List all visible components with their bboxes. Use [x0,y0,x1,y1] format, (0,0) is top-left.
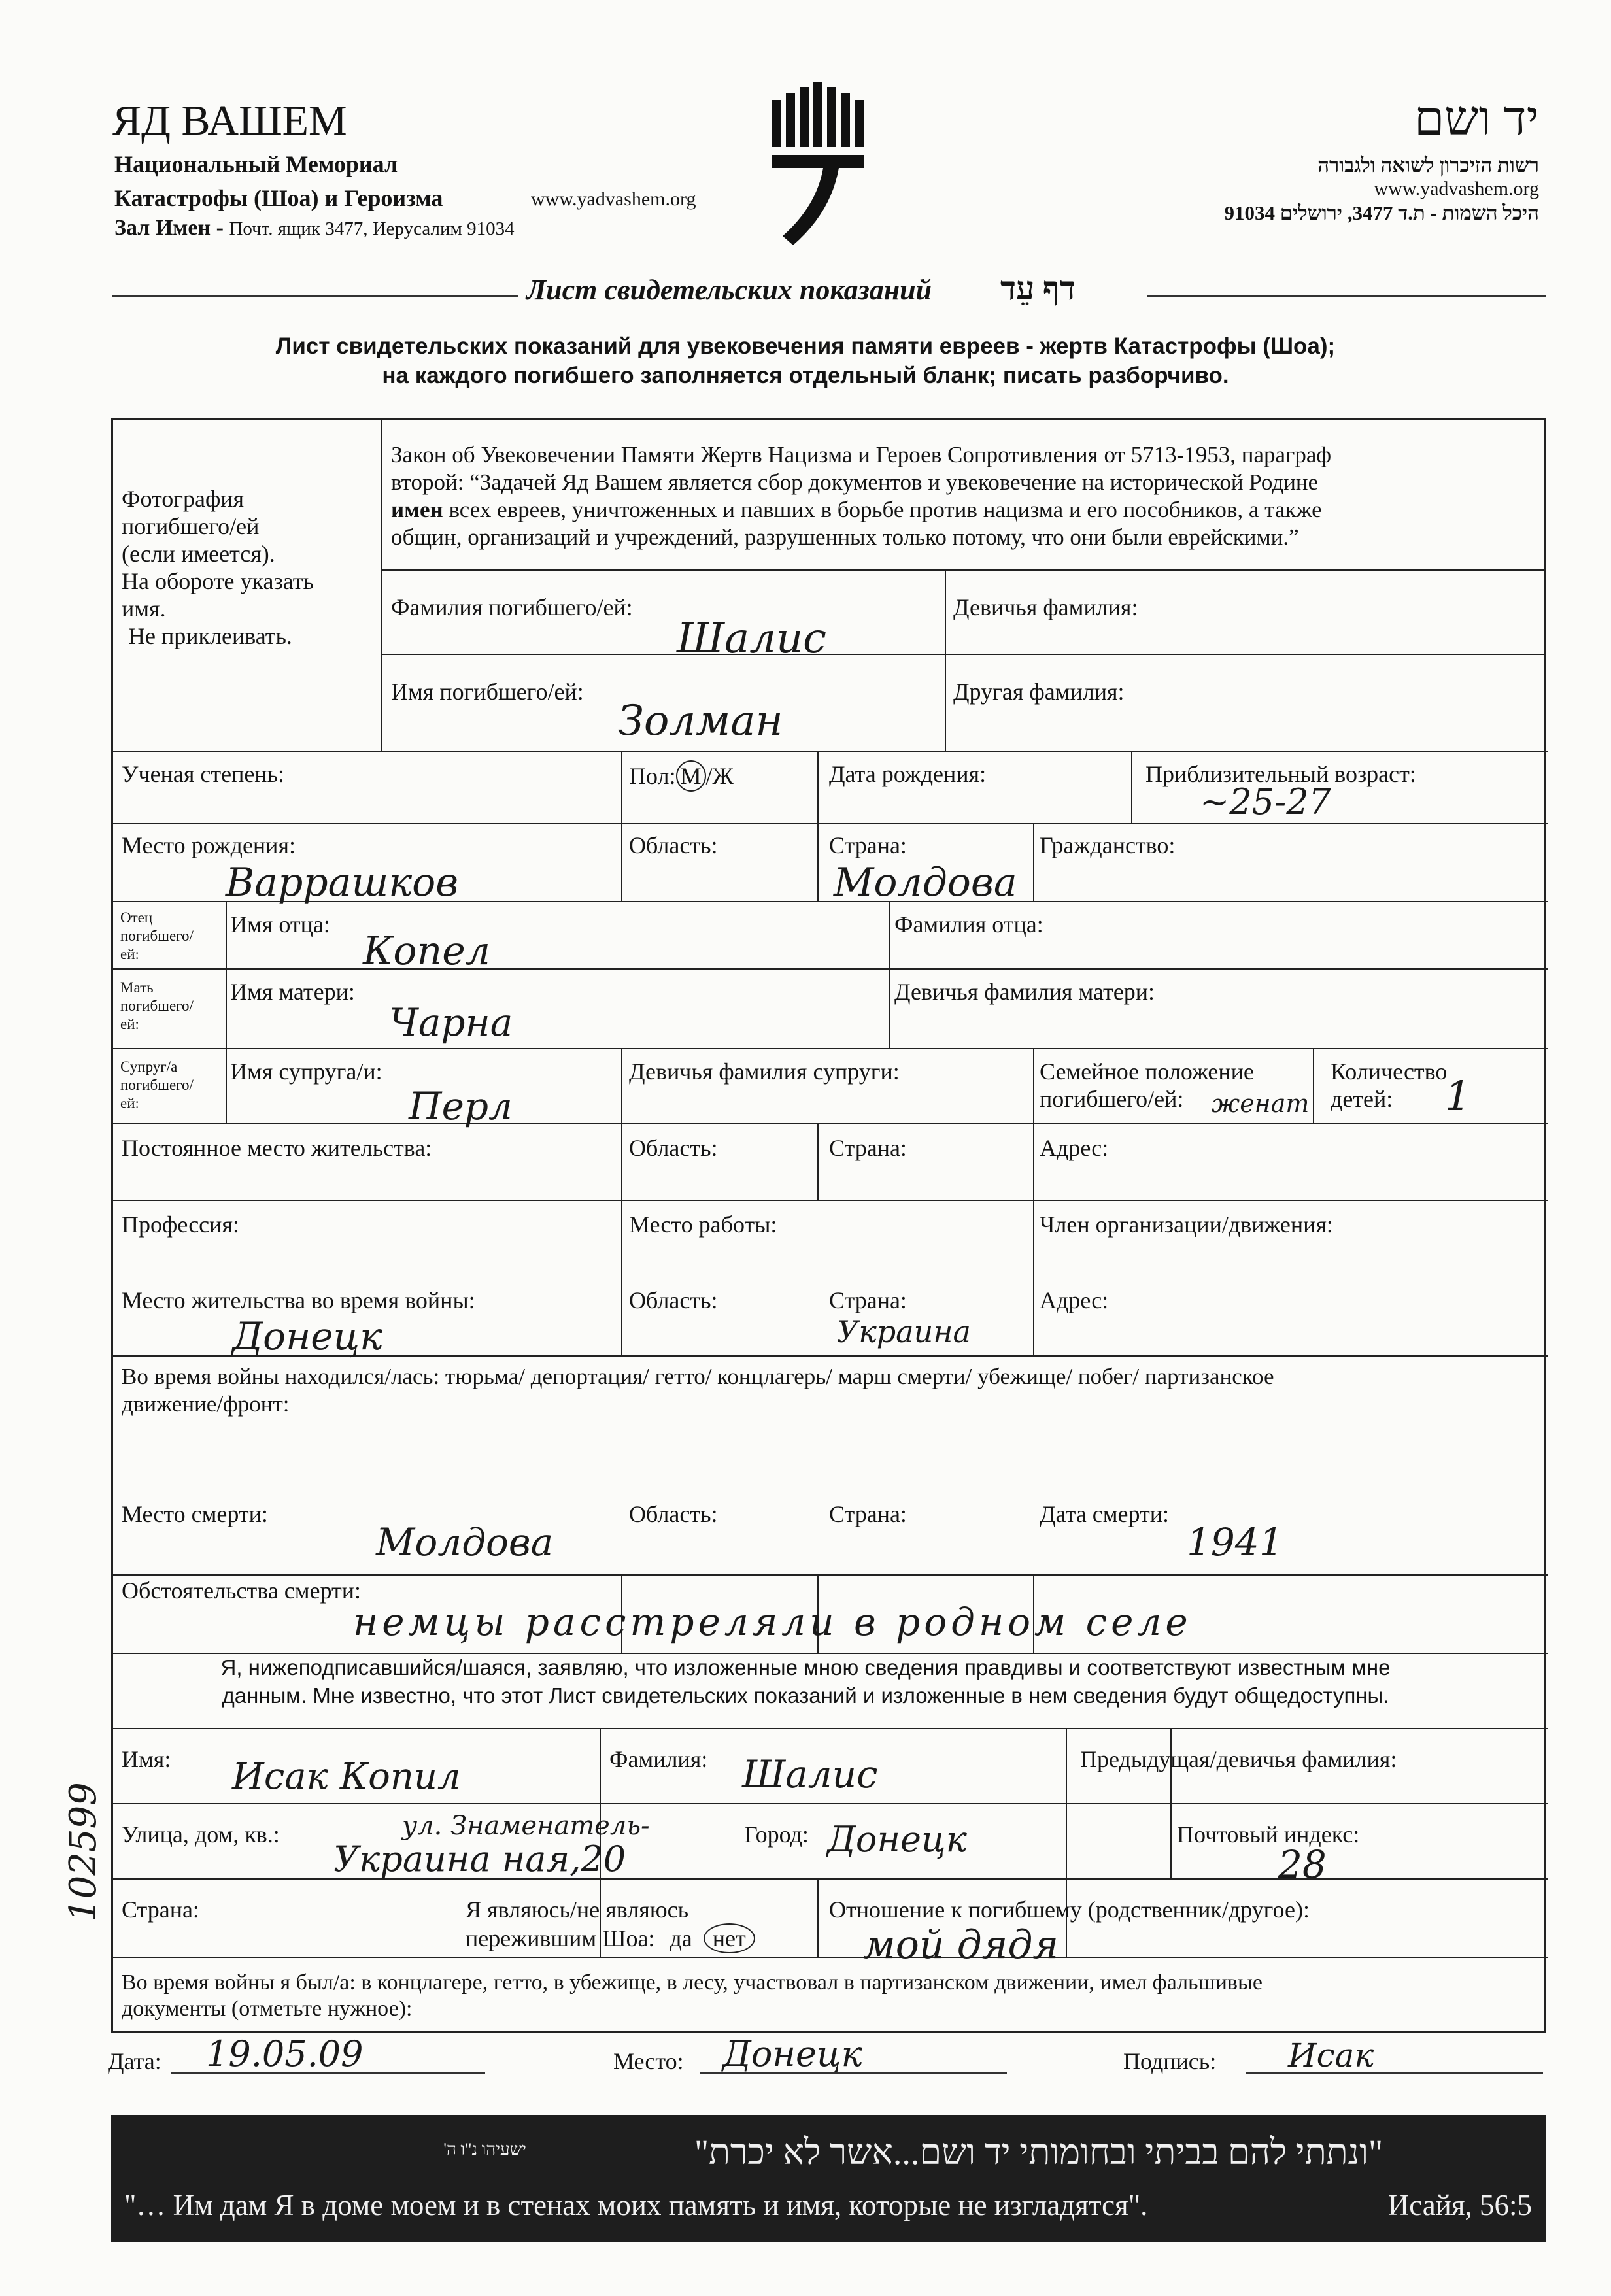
date-underline [171,2072,485,2074]
death-circumstances-label: Обстоятельства смерти: [122,1578,361,1604]
photo-label-4: На обороте указать [122,568,314,594]
mother-name-value[interactable]: Чарна [389,1000,513,1045]
place-value[interactable]: Донецк [722,2033,862,2074]
sex-field[interactable] [629,760,734,792]
wartime-status-label-2: движение/фронт: [122,1391,290,1417]
intro-line-1: Лист свидетельских показаний для увековечения памяти евреев - жертв Катастрофы (Шоа); [275,333,1336,359]
rule [113,1574,1548,1576]
marital-label-2: погибшего/ей: [1040,1086,1184,1112]
rule [1033,1048,1034,1123]
submitter-wartime-label-1: Во время войны я был/а: в концлагере, гетто, в убежище, в лесу, участвовал в партизанском движении, имел фальшивые [122,1970,1263,1995]
submitter-surname-value[interactable]: Шалис [742,1752,878,1797]
rule [621,1048,622,1123]
rule [1131,751,1132,823]
father-surname-label: Фамилия отца: [894,911,1043,937]
law-line-2: второй: “Задачей Яд Вашем является сбор документов и увековечение на исторической Родине [391,469,1319,495]
address-left-bold: Зал Имен - [114,216,224,240]
signature-underline [1246,2072,1543,2074]
mother-side-1: Мать [120,979,154,996]
spouse-maiden-label: Девичья фамилия супруги: [629,1058,900,1085]
archive-number: 102599 [62,1782,105,1922]
website-right: www.yadvashem.org [1374,178,1539,199]
banner-hebrew-ref: ישעיהו נ"ו ה' [443,2140,526,2159]
title-rule-left [112,295,518,297]
submitter-name-value[interactable]: Исак Копил [232,1755,461,1798]
law-line-3-text: всех евреев, уничтоженных и павших в борьбе против нацизма и его пособников, а также [449,497,1322,522]
wartime-residence-label: Место жительства во время войны: [122,1287,475,1313]
surname-value[interactable]: Шалис [677,615,826,663]
rule [381,569,1545,571]
rule [381,654,1545,655]
banner-russian-ref: Исайя, 56:5 [1387,2189,1532,2221]
citizenship-label: Гражданство: [1040,832,1176,858]
postal-value[interactable]: 28 [1278,1842,1327,1887]
children-label-1: Количество [1331,1058,1448,1085]
rule [1313,1048,1314,1123]
permanent-region-label: Область: [629,1135,718,1161]
sex-female-option[interactable]: /Ж [705,763,734,789]
first-name-label: Имя погибшего/ей: [391,679,584,705]
father-name-label: Имя отца: [230,911,330,937]
spouse-name-value[interactable]: Перл [409,1084,513,1128]
wartime-address-label: Адрес: [1040,1287,1109,1313]
photo-label-3: (если имеется). [122,541,275,567]
permanent-address-label: Адрес: [1040,1135,1109,1161]
wartime-status-label-1: Во время войны находился/лась: тюрьма/ депортация/ гетто/ концлагерь/ марш смерти/ убежище/ побег/ партизанское [122,1364,1274,1389]
rule [226,901,227,1123]
mother-name-label: Имя матери: [230,979,355,1005]
rule [113,1878,1548,1880]
banner-russian: "… Им дам Я в доме моем и в стенах моих память и имя, которые не изгладятся". [124,2189,1148,2221]
rule [1033,1200,1034,1355]
rule [945,569,946,751]
profession-label: Профессия: [122,1211,239,1238]
birth-place-value[interactable]: Варрашков [226,860,459,905]
birth-place-label: Место рождения: [122,832,296,858]
birth-date-label: Дата рождения: [829,761,987,787]
mother-maiden-label: Девичья фамилия матери: [894,979,1155,1005]
death-place-label: Место смерти: [122,1501,268,1527]
signature-value[interactable]: Исак [1288,2036,1374,2074]
date-label: Дата: [108,2048,161,2074]
submitter-prev-name-label: Предыдущая/девичья фамилия: [1080,1746,1397,1772]
rule [113,1048,1548,1049]
organization-label: Член организации/движения: [1040,1211,1333,1238]
intro-line-2: на каждого погибшего заполняется отдельный бланк; писать разборчиво. [382,363,1229,388]
father-name-value[interactable]: Копел [363,928,490,974]
survivor-label-1: Я являюсь/не являюсь [466,1897,689,1923]
children-value[interactable]: 1 [1445,1072,1471,1120]
death-date-value[interactable]: 1941 [1187,1520,1283,1564]
death-circumstances-value[interactable]: немцы расстреляли в родном селе [353,1600,1192,1644]
rule [889,901,890,1048]
death-date-label: Дата смерти: [1040,1501,1170,1527]
wartime-region-label: Область: [629,1287,718,1313]
birth-country-label: Страна: [829,832,907,858]
father-side-1: Отец [120,909,153,926]
rule [621,1123,622,1200]
approx-age-label: Приблизительный возраст: [1145,761,1416,787]
declaration-line-2: данным. Мне известно, что этот Лист свидетельских показаний и изложенные в нем сведения будут общедоступны. [222,1683,1389,1708]
banner-hebrew: "ונתתי להם בביתי ובחומותי יד ושם...אשר לא יכרת" [694,2133,1383,2172]
other-surname-label: Другая фамилия: [953,679,1125,705]
form-title: Лист свидетельских показаний [526,274,932,306]
sex-label: Пол: [629,763,676,789]
street-label: Улица, дом, кв.: [122,1821,280,1848]
rule [817,1123,819,1200]
relation-value[interactable]: мой дядя [863,1922,1059,1968]
rule [621,1200,622,1355]
rule [113,968,1548,970]
rule [113,1200,1548,1201]
photo-label-5: имя. [122,596,166,622]
birth-region-label: Область: [629,832,718,858]
street-value-1[interactable]: ул. Знаменатель- [402,1811,650,1841]
law-bold-names: имен [391,497,443,522]
spouse-name-label: Имя супруга/и: [230,1058,382,1085]
submitter-surname-label: Фамилия: [609,1746,708,1772]
surname-label: Фамилия погибшего/ей: [391,594,633,620]
wartime-residence-value[interactable]: Донецк [232,1314,382,1359]
rule [113,1728,1548,1729]
org-title: ЯД ВАШЕМ [112,97,347,144]
rule [381,420,382,751]
place-underline [700,2072,1007,2074]
rule [621,823,622,901]
hebrew-line-1: רשות הזיכרון לשואה ולגבורה [1317,154,1539,177]
signature-label: Подпись: [1123,2048,1217,2074]
mother-side-2: погибшего/ [120,998,194,1014]
permanent-residence-label: Постоянное место жительства: [122,1135,432,1161]
rule [1033,823,1034,901]
form-title-hebrew: דף עֵד [1000,270,1076,307]
children-label-2: детей: [1331,1086,1393,1112]
spouse-side-1: Супруг/а [120,1058,178,1075]
rule [113,1957,1548,1958]
rule [817,751,819,823]
place-label: Место: [613,2048,684,2074]
org-line-1: Национальный Мемориал [114,151,398,177]
marital-value[interactable]: женат [1212,1089,1310,1118]
survivor-field[interactable] [466,1923,755,1953]
address-left [114,216,515,241]
wartime-country-value[interactable]: Украина [837,1314,971,1349]
marital-label-1: Семейное положение [1040,1058,1254,1085]
survivor-yes-option[interactable]: да [670,1925,692,1951]
spouse-side-2: погибшего/ [120,1077,194,1093]
death-place-value[interactable]: Молдова [376,1520,554,1564]
website-left: www.yadvashem.org [531,188,696,210]
photo-label-2: погибшего/ей [122,513,260,539]
rule [817,823,819,901]
permanent-country-label: Страна: [829,1135,907,1161]
hebrew-address: היכל השמות - ת.ד 3477, ירושלים 91034 [1224,201,1539,224]
death-region-label: Область: [629,1501,718,1527]
street-value-2[interactable]: Украина ная,20 [333,1838,626,1880]
mother-side-3: ей: [120,1016,139,1032]
address-left-text: Почт. ящик 3477, Иерусалим 91034 [229,218,515,239]
father-side-2: погибшего/ [120,928,194,944]
rule [113,751,1548,752]
date-value[interactable]: 19.05.09 [206,2033,364,2074]
workplace-label: Место работы: [629,1211,777,1238]
city-value[interactable]: Донецк [827,1819,967,1860]
father-side-3: ей: [120,946,139,962]
submitter-name-label: Имя: [122,1746,171,1772]
law-line-3 [391,496,1322,524]
declaration-line-1: Я, нижеподписавшийся/шаяся, заявляю, что изложенные мною сведения правдивы и соответствуют известным мне [220,1655,1391,1680]
survivor-label-2: пережившим Шоа: [466,1925,655,1951]
birth-country-value[interactable]: Молдова [834,860,1017,905]
photo-label-6: Не приклеивать. [128,623,292,649]
degree-label: Ученая степень: [122,761,284,787]
wartime-country-label: Страна: [829,1287,907,1313]
scripture-banner [111,2115,1546,2242]
submitter-country-label: Страна: [122,1897,199,1923]
law-line-1: Закон об Увековечении Памяти Жертв Нацизма и Героев Сопротивления от 5713-1953, параграф [391,442,1332,467]
maiden-name-label: Девичья фамилия: [953,594,1138,620]
rule [113,823,1548,824]
hebrew-title: יד ושם [1414,92,1539,146]
survivor-no-circled[interactable]: нет [704,1923,755,1953]
relation-label: Отношение к погибшему (родственник/другое): [829,1897,1310,1923]
first-name-value[interactable]: Золман [618,697,783,745]
spouse-side-3: ей: [120,1095,139,1111]
postal-label: Почтовый индекс: [1177,1821,1360,1848]
title-rule-right [1147,295,1546,297]
photo-label-1: Фотография [122,486,245,512]
law-line-4: общин, организаций и учреждений, разрушенных только потому, что они были еврейскими.” [391,524,1299,550]
rule [621,751,622,823]
death-country-label: Страна: [829,1501,907,1527]
rule [113,1123,1548,1124]
city-label: Город: [744,1821,809,1848]
submitter-wartime-label-2: документы (отметьте нужное): [122,1997,413,2021]
rule [817,1878,819,1957]
rule [1033,1123,1034,1200]
approx-age-value[interactable]: ~25-27 [1200,781,1331,822]
org-line-2: Катастрофы (Шоа) и Героизма [114,185,443,211]
rule [113,1803,1548,1804]
yad-vashem-logo-icon [768,82,866,248]
sex-male-circled[interactable]: М [676,760,706,792]
